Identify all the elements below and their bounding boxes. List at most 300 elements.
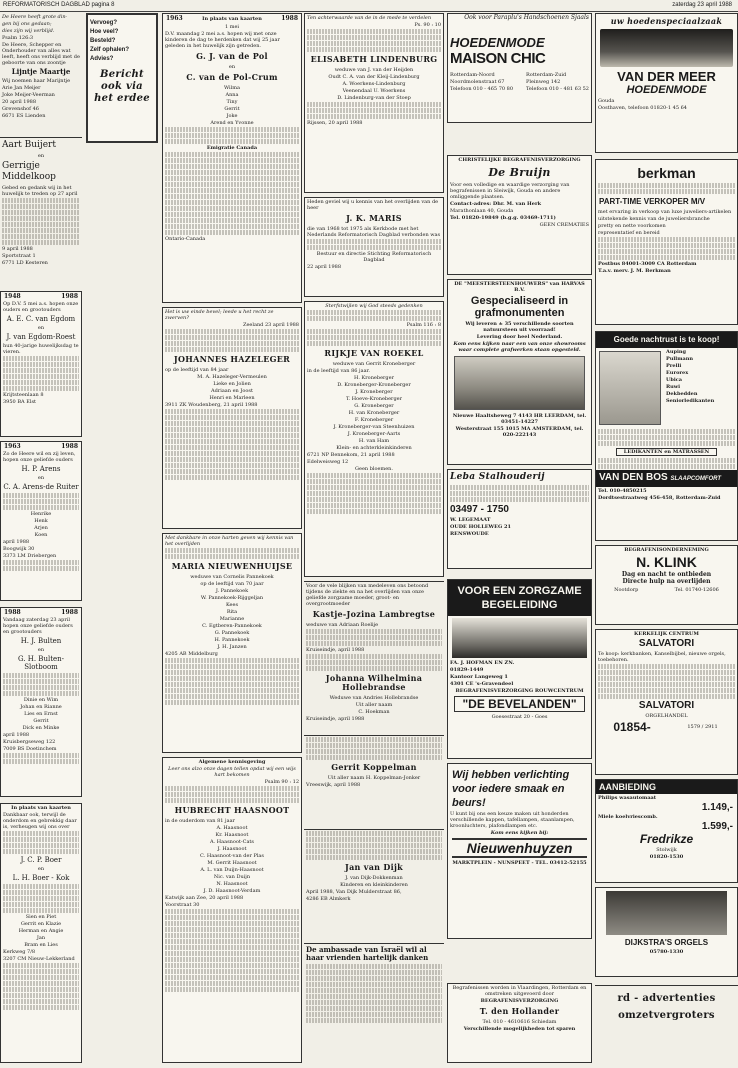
heading: DE "MEESTERSTEENHOUWERS" van HARVAS B.V.	[454, 281, 585, 293]
text-line	[306, 970, 442, 975]
date: april 1988	[3, 539, 30, 545]
year-start: 1963	[166, 15, 183, 22]
date: Rijssen, 20 april 1988	[307, 120, 363, 126]
text-line	[307, 108, 441, 113]
text-line	[165, 786, 299, 791]
text-line	[3, 368, 79, 373]
text-line	[165, 341, 299, 346]
child-name: Henrike	[30, 511, 52, 517]
and-text: en	[37, 475, 45, 481]
quote-ref: Ps. 90 : 10	[414, 22, 441, 28]
date: april 1988	[3, 732, 30, 738]
text-line	[3, 884, 79, 889]
text-line	[165, 164, 299, 169]
date: 22 april 1988	[307, 264, 342, 270]
family-member: N. Haasnoot	[216, 881, 248, 887]
text-line	[165, 200, 299, 205]
quote-line: dies zijn wij verblijd.	[2, 28, 55, 34]
parent-name: Joke Meijer-Veerman	[2, 92, 55, 98]
text-line	[3, 362, 79, 367]
text-line	[306, 843, 442, 848]
heading: AANBIEDING	[596, 780, 737, 794]
phone: 05780-1330	[649, 949, 684, 955]
text-line	[165, 664, 299, 669]
thank-you-announcement	[304, 829, 444, 939]
child-name: Dinie en Wim	[23, 697, 59, 703]
text-line	[598, 183, 735, 188]
text-line	[165, 335, 299, 340]
subheading: Weduwe van Andries Hollebrandse	[329, 695, 419, 701]
carriage-ad	[447, 469, 592, 569]
family-member: Lieke en Jolien	[213, 381, 251, 387]
address: Gouda	[598, 98, 615, 104]
age: op de leeftijd van 70 jaar	[200, 581, 264, 587]
and-text: en	[37, 866, 45, 872]
text-line	[165, 421, 299, 426]
funeral-company-ad	[595, 545, 738, 625]
year-end: 1988	[61, 609, 78, 616]
text-line	[306, 635, 442, 640]
phone: 1579 / 2911	[687, 724, 718, 730]
announcement-body: Voor een volledige en waardige verzorging van begrafenissen in Sleiwijk, Gouda en andere omliggende plaatsen.	[450, 182, 570, 200]
text-line	[3, 685, 79, 690]
address: Krijtsteenlaan 8	[3, 392, 44, 398]
brand-item: Eurorex	[666, 370, 689, 376]
family-member: J. Kroneberger	[355, 389, 393, 395]
brand-name	[596, 470, 737, 487]
text-line	[165, 329, 299, 334]
city: 3373 LM Driebergen	[3, 553, 57, 559]
tagline: uw hoedenspeciaalzaak	[610, 16, 723, 26]
text-line	[306, 654, 442, 659]
address: Postbus 84001-3009 CA Rotterdam	[598, 261, 697, 267]
text-line	[165, 188, 299, 193]
year-end: 1988	[281, 15, 298, 22]
address: Kruisbergseweg 122	[3, 739, 56, 745]
subheading: weduwe van Adriaan Roelije	[306, 622, 379, 628]
heading: In plaats van kaarten	[202, 16, 262, 22]
heading: De ambassade van Israël wil al haar vrienden hartelijk danken	[306, 945, 429, 962]
address: Edelweisweg 12	[307, 459, 349, 465]
text-line	[165, 194, 299, 199]
announcement-body: Wij leveren ± 35 verschillende soorten natuursteen uit voorraad!	[465, 321, 574, 333]
promo-slogan: Bericht ook via het erdee	[94, 69, 150, 104]
city: 3950 BA Elst	[3, 399, 37, 405]
deceased-name: HUBRECHT HAASNOOT	[174, 805, 290, 815]
text-line	[165, 694, 299, 699]
text-line	[165, 176, 299, 181]
address: Sportstraat 1	[2, 253, 36, 259]
address: T.a.v. merv. J. M. Berkman	[598, 268, 671, 274]
text-line	[306, 755, 442, 760]
phone: Telefoon 010 - 465 70 80	[450, 86, 514, 92]
announcement-body: Levering door heel Nederland.	[476, 334, 563, 340]
text-line	[307, 503, 441, 508]
year-row	[4, 293, 78, 300]
text-line	[165, 933, 299, 938]
family-member: Kr. Haasnoot	[215, 832, 249, 838]
deceased-name: Gerrit Koppelman	[331, 762, 417, 772]
text-line	[165, 206, 299, 211]
announcement-body: Te koop: kerkbanken, Kanselbijbel, nieuwe orgels, toebehoren.	[598, 651, 726, 663]
text-line	[165, 658, 299, 663]
text-line	[165, 981, 299, 986]
vacancy-title: PART-TIME VERKOPER M/V	[599, 197, 706, 206]
text-line	[165, 969, 299, 974]
text-line	[306, 749, 442, 754]
year-start: 1963	[4, 443, 21, 450]
brand-name: berkman	[637, 165, 696, 181]
text-line	[3, 969, 79, 974]
name: G. H. Bulten-Slotboom	[17, 655, 65, 671]
family-member: Kees	[225, 602, 239, 608]
text-line	[165, 439, 299, 444]
year-start: 1988	[4, 609, 21, 616]
deceased-name: MARIA NIEUWENHUIJSE	[171, 561, 293, 571]
column-4	[304, 13, 444, 1063]
requirement: pretty en nette voorkomen	[598, 223, 666, 229]
address: OUDE HOLLEWEG 21	[450, 524, 511, 530]
text-line	[306, 849, 442, 854]
text-line	[165, 170, 299, 175]
death-announcement	[304, 13, 444, 193]
text-line	[165, 152, 299, 157]
text-line	[307, 102, 441, 107]
child-name: Sien en Piet	[25, 914, 57, 920]
text-line	[306, 629, 442, 634]
text-line	[3, 975, 79, 980]
newspaper-promo-box	[86, 13, 158, 143]
footer-line: rd - advertenties	[617, 993, 716, 1004]
city: 6771 LD Kesteren	[2, 260, 48, 266]
child-name: Henk	[34, 518, 48, 524]
hat-models-photo	[600, 29, 733, 67]
phone: 01829-1449	[450, 667, 484, 673]
requirement: uitstekende kennis van de juweliersbranche	[598, 216, 710, 222]
text-line	[165, 224, 299, 229]
bride-name: Gerrigje Middelkoop	[2, 161, 56, 182]
name: H. J. Bulten	[20, 637, 62, 645]
stonemason-ad	[447, 279, 592, 465]
text-line	[165, 798, 299, 803]
place-date: Kruiseindje, april 1988	[306, 716, 365, 722]
no-flowers-note: Geen bloemen.	[354, 466, 393, 472]
text-line	[3, 759, 79, 764]
text-line	[2, 216, 80, 221]
heading: Algemene kennisgeving	[198, 759, 266, 765]
text-line	[165, 445, 299, 450]
address: Ontario-Canada	[165, 236, 206, 242]
place-date: Vreeswijk, april 1988	[306, 782, 361, 788]
bed-photo	[599, 351, 661, 425]
subheading: weduwe van J. van der Heijden	[334, 67, 414, 73]
family-member: A. L. van Duijn-Haasnoot	[200, 867, 264, 873]
heading: Heden geviel wij u kennis van het overlijden van de heer	[307, 199, 439, 211]
text-line	[165, 127, 299, 132]
text-line	[450, 497, 589, 502]
address: Voorstraat 30	[165, 902, 200, 908]
text-line	[165, 939, 299, 944]
deceased-name: RIJKJE VAN ROEKEL	[324, 348, 424, 358]
child-name: Johan en Rianne	[20, 704, 62, 710]
brand-name: T. den Hollander	[479, 1006, 560, 1016]
family-member: Adriaan en Joost	[211, 388, 253, 394]
city: 6671 ES Lienden	[2, 113, 46, 119]
announcement-body: Dag en nacht te ontbieden	[621, 571, 712, 578]
hearse-photo	[452, 618, 587, 658]
text-line	[165, 957, 299, 962]
brand-item: Prelli	[666, 363, 682, 369]
text-line	[307, 245, 441, 250]
text-line	[306, 982, 442, 987]
text-line	[306, 994, 442, 999]
address: Nootdorp	[614, 587, 639, 593]
child-name: Gerrit	[224, 106, 240, 112]
brand-name: Nieuwenhuyzen	[452, 838, 587, 858]
name: J. C. P. Boer	[20, 856, 62, 864]
text-line	[598, 688, 735, 693]
quote-ref: Psalm 90 : 12	[264, 779, 299, 785]
bedding-ad	[595, 331, 738, 541]
heading: BEGRAFENISVERZORGING	[480, 998, 559, 1004]
text-line	[3, 380, 79, 385]
address: Kerkweg 7/8	[3, 949, 36, 955]
family-member: Kinderen en kleinkinderen	[340, 882, 408, 888]
family-member: M. A. Hazeleger-Vermeulen	[197, 374, 267, 380]
funeral-service-ad	[447, 983, 592, 1063]
brand-name-text: VAN DEN BOS	[599, 472, 668, 483]
brand-name: SALVATORI	[638, 638, 695, 649]
brand-name: DIJKSTRA'S ORGELS	[624, 938, 709, 947]
text-line	[307, 239, 441, 244]
text-line	[165, 457, 299, 462]
and-text: en	[37, 325, 45, 331]
text-line	[306, 743, 442, 748]
child-name: Anna	[225, 92, 239, 98]
organ-shop-ad	[595, 887, 738, 977]
text-line	[598, 664, 735, 669]
text-line	[306, 837, 442, 842]
family-member: H. Kroneberger	[354, 375, 394, 381]
text-line	[306, 1018, 442, 1023]
address: Stolwijk	[656, 847, 677, 853]
contact: Kantoor Langeweg 1	[450, 674, 508, 680]
text-line	[165, 951, 299, 956]
text-line	[165, 427, 299, 432]
text-line	[3, 987, 79, 992]
brand-name: De Bruijn	[488, 166, 551, 179]
address: Marathonlaan 40, Gouda	[450, 208, 514, 214]
address: 6721 NP Bennekom, 21 april 1988	[307, 452, 395, 458]
deceased-name: JOHANNES HAZELEGER	[173, 354, 291, 364]
child-name: Lies en Ernst	[24, 711, 58, 717]
name: G. J. van de Pol	[196, 51, 268, 61]
text-line	[2, 210, 80, 215]
text-line	[3, 691, 79, 696]
brand-name: Leba Stalhouderij	[450, 472, 545, 482]
phone: 03497 - 1750	[450, 504, 509, 515]
text-line	[307, 479, 441, 484]
text-line	[598, 243, 735, 248]
text-line	[3, 843, 79, 848]
text-line	[306, 660, 442, 665]
phone: 01820-1530	[649, 854, 684, 860]
headline: Wij hebben verlichting	[452, 769, 570, 781]
place-date: Kruiseindje, april 1988	[306, 647, 365, 653]
text-line	[165, 945, 299, 950]
text-line	[3, 566, 79, 571]
death-announcement	[304, 197, 444, 297]
year-row	[4, 609, 78, 616]
text-line	[165, 700, 299, 705]
family-member: Marianne	[219, 616, 245, 622]
year-end: 1988	[61, 293, 78, 300]
title: Gespecialiseerd in grafmonumenten	[470, 295, 569, 319]
text-line	[307, 114, 441, 119]
text-line	[306, 988, 442, 993]
header-left: REFORMATORISCH DAGBLAD pagina 8	[3, 2, 115, 8]
family-member: G. Kroneberger	[354, 403, 394, 409]
organ-photo	[606, 891, 727, 935]
text-line	[307, 29, 441, 34]
anniversary-announcement	[0, 607, 82, 797]
city: 7009 BS Doetinchem	[3, 746, 57, 752]
anniversary-announcement	[0, 291, 82, 437]
brand-name: MAISON CHIC	[450, 50, 546, 67]
quote: Sterfstwijlen wij God steeds gedenken	[325, 303, 423, 309]
jeweller-vacancy-ad	[595, 159, 738, 325]
name: C. van de Pol-Crum	[186, 72, 278, 82]
family-member: J. van Dijk-Dokkenman	[345, 875, 403, 881]
text-line	[3, 356, 79, 361]
phone: Tel. 010-4850215	[598, 488, 647, 494]
text-line	[3, 981, 79, 986]
family-member: W. Pannekoek-Rijggeljan	[200, 595, 264, 601]
phone: Telefoon 010 - 481 63 52	[525, 86, 589, 92]
text-line	[3, 493, 79, 498]
family-member: C. Haasnoot-van der Plas	[200, 853, 264, 859]
subheading: BEGRAFENISVERZORGING ROUWCENTRUM	[455, 688, 584, 694]
family-member: A. Woerkens-Lindenburg	[342, 81, 406, 87]
subheading: Uit aller naam H. Koppelman-Jonker	[327, 775, 421, 781]
subheading: weduwe van Cornelis Pannekoek	[190, 574, 274, 580]
address: Westerstraat 155 1015 MA AMSTERDAM, tel. 020-222143	[455, 426, 584, 438]
header-right: zaterdag 23 april 1988	[672, 2, 732, 8]
contact: Contact-adres: Dhr. M. van Herk	[450, 201, 542, 207]
text-line	[165, 139, 299, 144]
text-line	[598, 255, 735, 260]
text-line	[307, 497, 441, 502]
brand-top: HOEDENMODE	[450, 35, 545, 50]
text-line	[306, 976, 442, 981]
text-line	[3, 1005, 79, 1010]
child-name: Herman en Angie	[18, 928, 64, 934]
child-name: Tiny	[226, 99, 238, 105]
promo-item: Vervoeg?	[90, 20, 118, 26]
headline: voor iedere smaak en	[452, 783, 565, 795]
and-text: en	[228, 64, 236, 70]
heading: KERKELIJK CENTRUM	[634, 631, 699, 637]
contact: FA. J. HOFMAN EN ZN.	[450, 660, 515, 666]
deceased-name: Jan van Dijk	[344, 862, 404, 872]
text-line	[165, 415, 299, 420]
family-member: H. van Ham	[358, 438, 390, 444]
family-member: F. Kroneberger	[354, 417, 394, 423]
death-announcement	[162, 757, 302, 1063]
address: RENSWOUDE	[450, 531, 489, 537]
text-line	[2, 234, 80, 239]
family-member: J. D. Haasnoot-Verdam	[203, 888, 261, 894]
brand-item: Ruwi	[666, 384, 680, 390]
text-line	[307, 310, 441, 315]
announcement-body: Kom eens kijken naar een van onze showrooms waar complete grafwerken staan opgesteld.	[453, 341, 586, 353]
family-member: J. Haasnoot	[217, 846, 247, 852]
and-text: en	[37, 153, 45, 159]
heading: Ten achterwaarde van de in de mede te verdelen	[307, 15, 432, 21]
family-member: H. Pannekoek	[214, 637, 250, 643]
church-centre-ad	[595, 629, 738, 775]
text-line	[3, 896, 79, 901]
text-line	[307, 41, 441, 46]
text-line	[3, 499, 79, 504]
address: Pleinweg 142	[525, 79, 561, 85]
subheading: ORGELHANDEL	[645, 713, 688, 719]
text-line	[307, 35, 441, 40]
text-line	[3, 999, 79, 1004]
address: Goesestraat 20 - Goes	[491, 714, 548, 720]
family-member: Veenendaal U. Woerkens	[342, 88, 406, 94]
text-line	[3, 753, 79, 758]
text-line	[165, 182, 299, 187]
text-line	[165, 909, 299, 914]
quote-line: gen bij ons gedaan;	[2, 21, 52, 27]
child-name: Koen	[34, 532, 48, 538]
text-line	[3, 908, 79, 913]
and-text: en	[37, 647, 45, 653]
text-line	[3, 386, 79, 391]
address: Grevenshof 46	[2, 106, 39, 112]
text-line	[165, 475, 299, 480]
announcement-body: Gebed en gedank wij in het huwelijk te treden op 27 april	[2, 185, 78, 197]
text-line	[598, 189, 735, 194]
family-member: H. van Kroneberger	[348, 410, 400, 416]
text-line	[2, 198, 80, 203]
year-start: 1948	[4, 293, 21, 300]
text-line	[3, 673, 79, 678]
announcement-body: Op D.V. 5 mei a.s. hopen onze ouders en grootouders	[3, 301, 79, 313]
text-line	[3, 837, 79, 842]
family-member: A. Haasnoot	[216, 825, 248, 831]
brand-name: SALVATORI	[638, 700, 695, 711]
text-line	[165, 688, 299, 693]
text-line	[165, 463, 299, 468]
announcement-body: Vandaag zaterdag 23 april hopen onze geliefde ouders en grootouders	[3, 617, 73, 635]
brand-item: Ubica	[666, 377, 683, 383]
text-line	[306, 964, 442, 969]
text-line	[165, 133, 299, 138]
announcement-body: U kunt bij ons een keuze maken uit honderden verschillende kappen, tafellampen, staanlampen, kroonluchters, plafondlampen etc.	[450, 811, 575, 829]
child-name: Dick en Minke	[22, 725, 60, 731]
text-line	[165, 548, 299, 553]
text-line	[598, 458, 735, 463]
family-member: Henri en Marleen	[209, 395, 255, 401]
column-5	[447, 13, 592, 1063]
text-line	[2, 240, 80, 245]
child-name: Gerrit en Klazie	[20, 921, 62, 927]
family-member: Rita	[226, 609, 238, 615]
announcement-body: De Heere, Schepper en Onderhouder van alles wat leeft, heeft ons verblijd met de geboorte van ons zoontje	[2, 42, 80, 66]
date: 20 april 1988	[2, 99, 37, 105]
